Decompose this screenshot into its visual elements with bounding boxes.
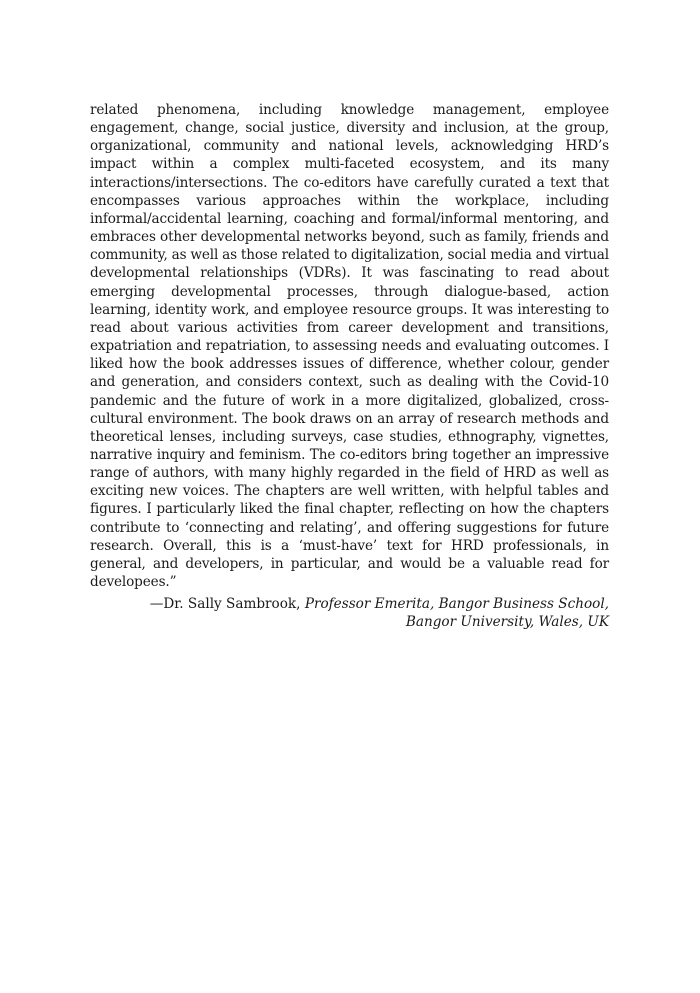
- page-content: [90, 101, 609, 632]
- endorsement-attribution: [90, 595, 609, 631]
- endorsement-quote: related phenomena, including knowledge management, employee engagement, change, social justice, diversity and inclusion, at the group, organizational, community and national levels, acknowledging HRD’s impact within a complex multi-faceted ecosystem, and its many interactions/intersections. The co-editors have carefully curated a text that encompasses various approaches within the workplace, including informal/accidental learning, coaching and formal/informal mentoring, and embraces other developmental networks beyond, such as family, friends and community, as well as those related to digitalization, social media and virtual developmental relationships (VDRs). It was fascinating to read about emerging developmental processes, through dialogue-based, action learning, identity work, and employee resource groups. It was interesting to read about various activities from career development and transitions, expatriation and repatriation, to assessing needs and evaluating outcomes. I liked how the book addresses issues of difference, whether colour, gender and generation, and considers context, such as dealing with the Covid-10 pandemic and the future of work in a more digitalized, globalized, cross-cultural environment. The book draws on an array of research methods and theoretical lenses, including surveys, case studies, ethnography, vignettes, narrative inquiry and feminism. The co-editors bring together an impressive range of authors, with many highly regarded in the field of HRD as well as exciting new voices. The chapters are well written, with helpful tables and figures. I particularly liked the final chapter, reflecting on how the chapters contribute to ‘connecting and relating’, and offering suggestions for future research. Overall, this is a ‘must-have’ text for HRD professionals, in general, and developers, in particular, and would be a valuable read for developees.”: [90, 102, 609, 591]
- endorser-name: —Dr. Sally Sambrook,: [149, 596, 305, 613]
- endorser-affiliation: Professor Emerita, Bangor Business School, Bangor University, Wales, UK: [304, 596, 609, 631]
